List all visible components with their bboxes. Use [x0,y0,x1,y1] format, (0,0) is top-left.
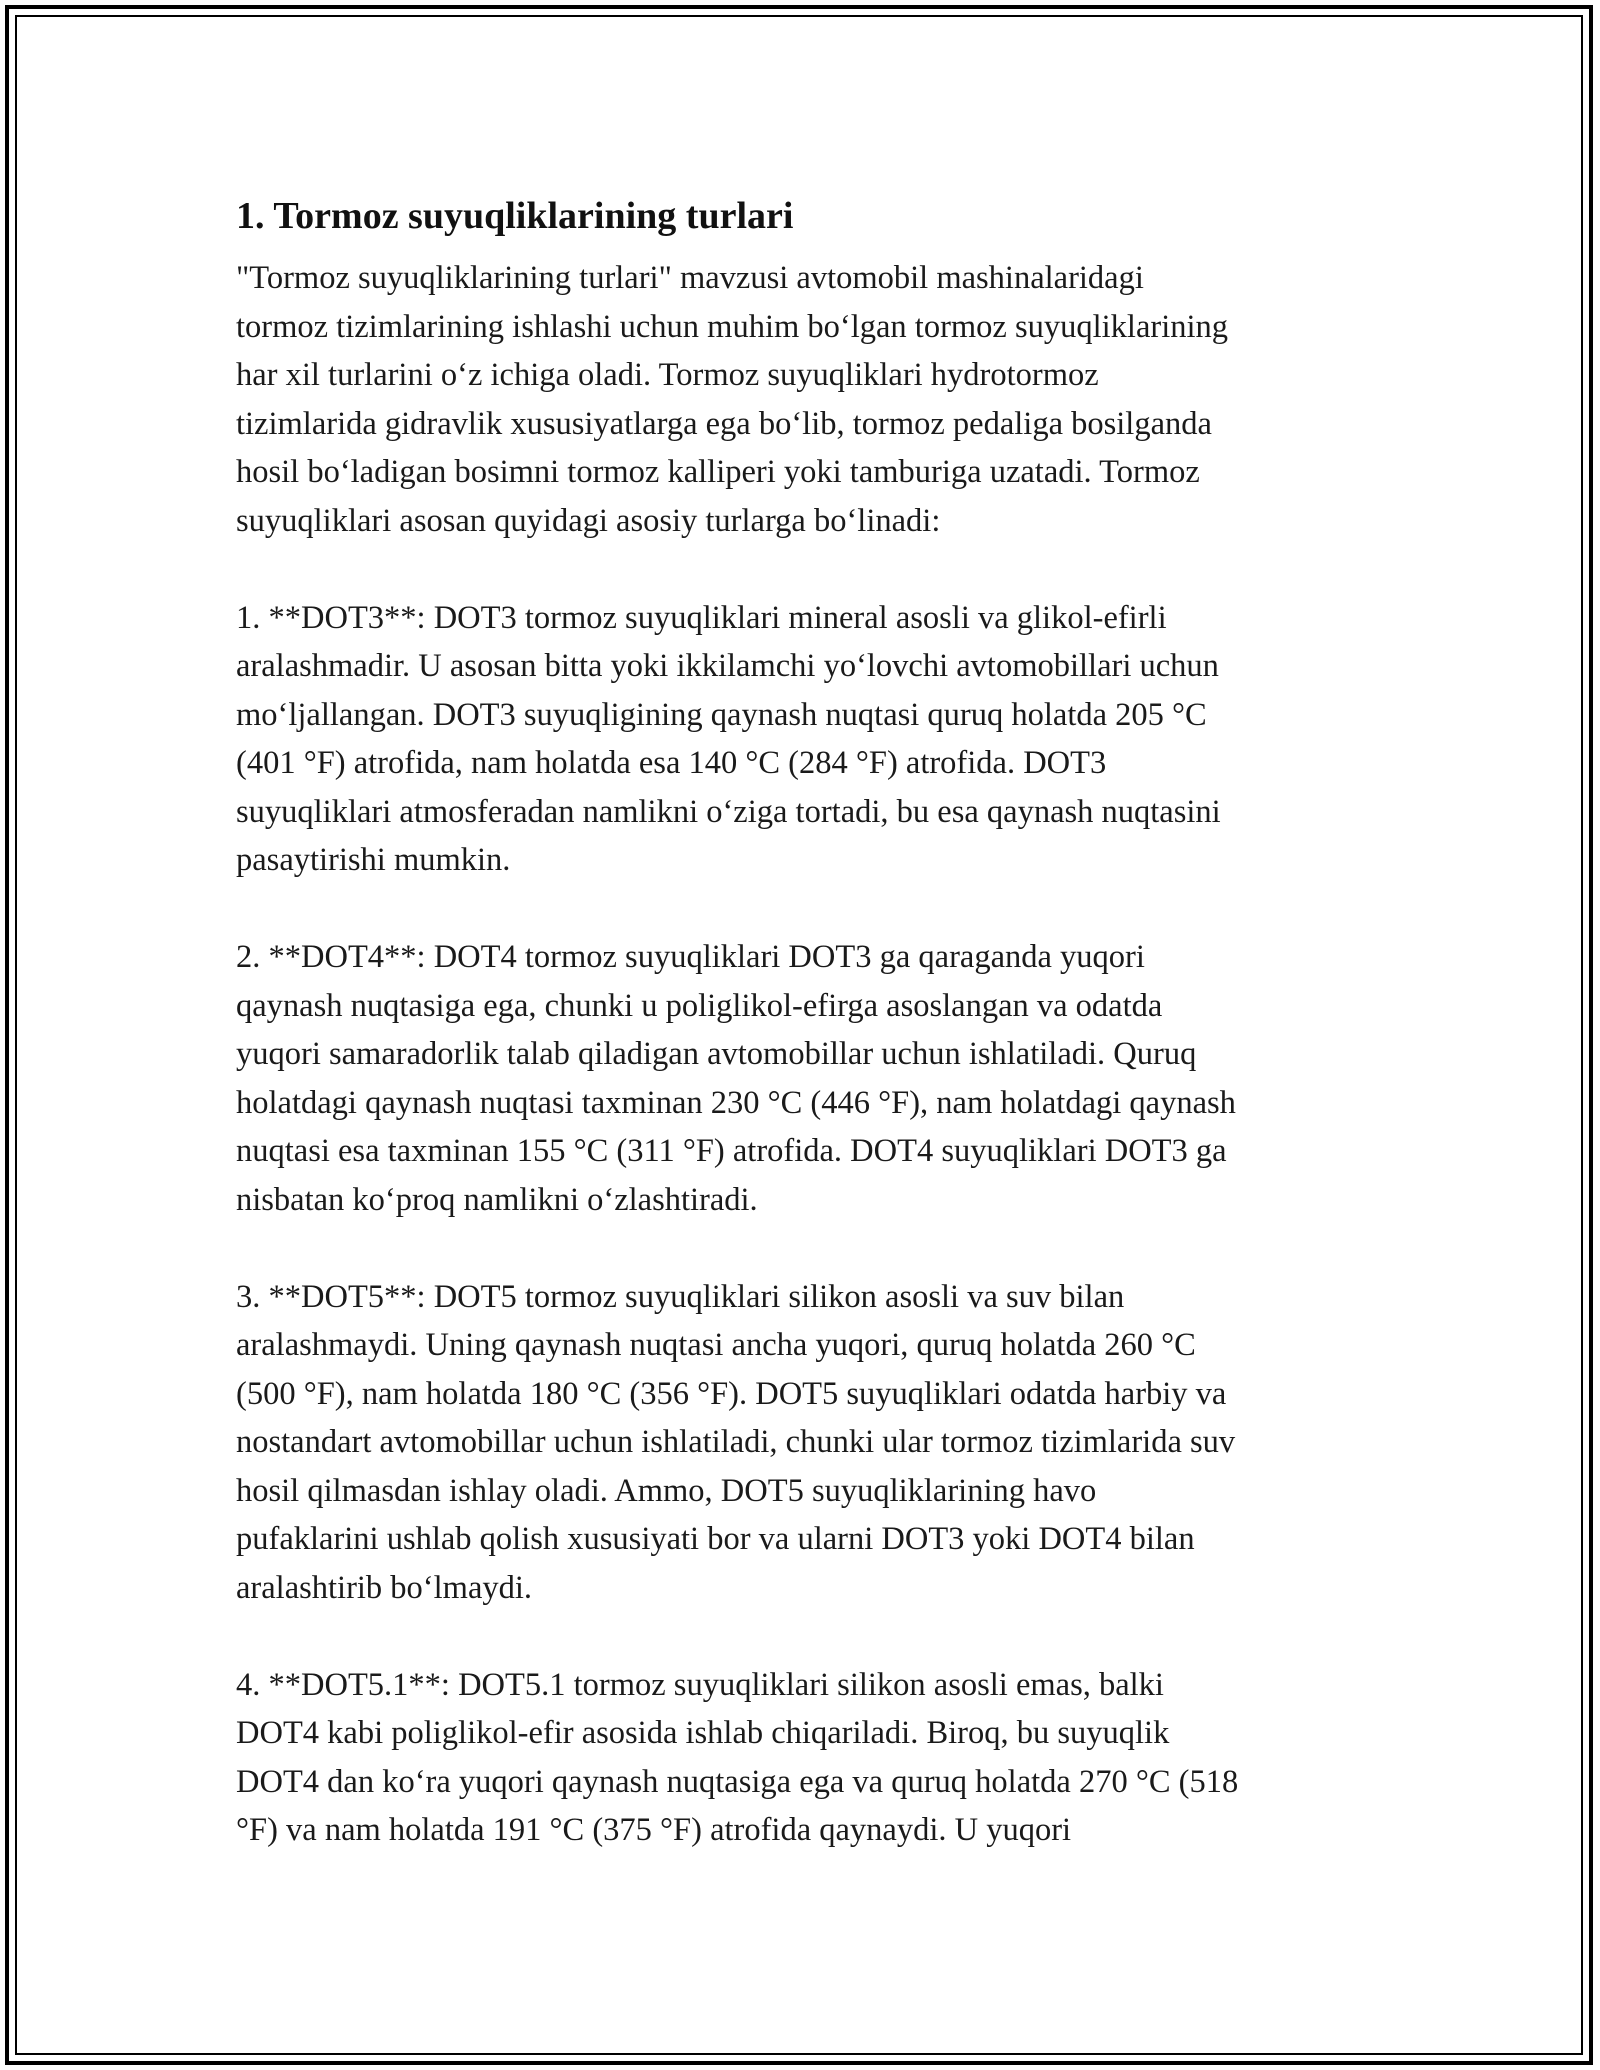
text-line: aralashmaydi. Uning qaynash nuqtasi ancha yuqori, quruq holatda 260 °C [236,1327,1196,1363]
dot51-paragraph [236,1661,1376,1855]
dot5-paragraph [236,1273,1376,1613]
text-line: 1. **DOT3**: DOT3 tormoz suyuqliklari mineral asosli va glikol-efirli [236,599,1167,636]
document-body [236,186,1376,1903]
text-line: tizimlarida gidravlik xususiyatlarga ega bo‘lib, tormoz pedaliga bosilganda [236,405,1212,442]
text-line: nostandart avtomobillar uchun ishlatiladi, chunki ular tormoz tizimlarida suv [236,1424,1236,1460]
text-line: (500 °F), nam holatda 180 °C (356 °F). DOT5 suyuqliklari odatda harbiy va [236,1375,1227,1412]
text-line: (401 °F) atrofida, nam holatda esa 140 °C (284 °F) atrofida. DOT3 [236,745,1107,781]
text-line: "Tormoz suyuqliklarining turlari" mavzusi avtomobil mashinalaridagi [236,260,1144,296]
text-line: 3. **DOT5**: DOT5 tormoz suyuqliklari silikon asosli va suv bilan [236,1278,1125,1315]
text-line: DOT4 kabi poliglikol-efir asosida ishlab chiqariladi. Biroq, bu suyuqlik [236,1715,1170,1751]
text-line: holatdagi qaynash nuqtasi taxminan 230 °C (446 °F), nam holatdagi qaynash [236,1084,1236,1121]
text-line: tormoz tizimlarining ishlashi uchun muhim bo‘lgan tormoz suyuqliklarining [236,308,1229,345]
intro-paragraph [236,254,1376,545]
text-line: hosil qilmasdan ishlay oladi. Ammo, DOT5 suyuqliklarining havo [236,1472,1097,1509]
text-line: suyuqliklari asosan quyidagi asosiy turlarga bo‘linadi: [236,502,941,539]
text-line: pufaklarini ushlab qolish xususiyati bor va ularni DOT3 yoki DOT4 bilan [236,1521,1195,1557]
text-line: hosil bo‘ladigan bosimni tormoz kalliperi yoki tamburiga uzatadi. Tormoz [236,454,1200,490]
text-line: aralashtirib bo‘lmaydi. [236,1569,533,1606]
text-line: qaynash nuqtasiga ega, chunki u poliglikol-efirga asoslangan va odatda [236,987,1163,1024]
section-heading: 1. Tormoz suyuqliklarining turlari [236,195,794,237]
text-line: mo‘ljallangan. DOT3 suyuqligining qaynash nuqtasi quruq holatda 205 °C [236,696,1207,733]
text-line: °F) va nam holatda 191 °C (375 °F) atrofida qaynaydi. U yuqori [236,1812,1072,1848]
text-line: 4. **DOT5.1**: DOT5.1 tormoz suyuqliklari silikon asosli emas, balki [236,1666,1164,1703]
text-line: DOT4 dan ko‘ra yuqori qaynash nuqtasiga ega va quruq holatda 270 °C (518 [236,1763,1239,1800]
text-line: nuqtasi esa taxminan 155 °C (311 °F) atrofida. DOT4 suyuqliklari DOT3 ga [236,1133,1227,1169]
text-line: yuqori samaradorlik talab qiladigan avtomobillar uchun ishlatiladi. Quruq [236,1036,1197,1072]
text-line: nisbatan ko‘proq namlikni o‘zlashtiradi. [236,1181,758,1218]
dot3-paragraph [236,594,1376,885]
text-line: aralashmadir. U asosan bitta yoki ikkilamchi yo‘lovchi avtomobillari uchun [236,648,1219,684]
text-line: 2. **DOT4**: DOT4 tormoz suyuqliklari DOT3 ga qaraganda yuqori [236,939,1145,975]
dot4-paragraph [236,933,1376,1224]
text-line: pasaytirishi mumkin. [236,842,511,878]
text-line: suyuqliklari atmosferadan namlikni o‘ziga tortadi, bu esa qaynash nuqtasini [236,793,1221,830]
text-line: har xil turlarini o‘z ichiga oladi. Tormoz suyuqliklari hydrotormoz [236,357,1099,393]
